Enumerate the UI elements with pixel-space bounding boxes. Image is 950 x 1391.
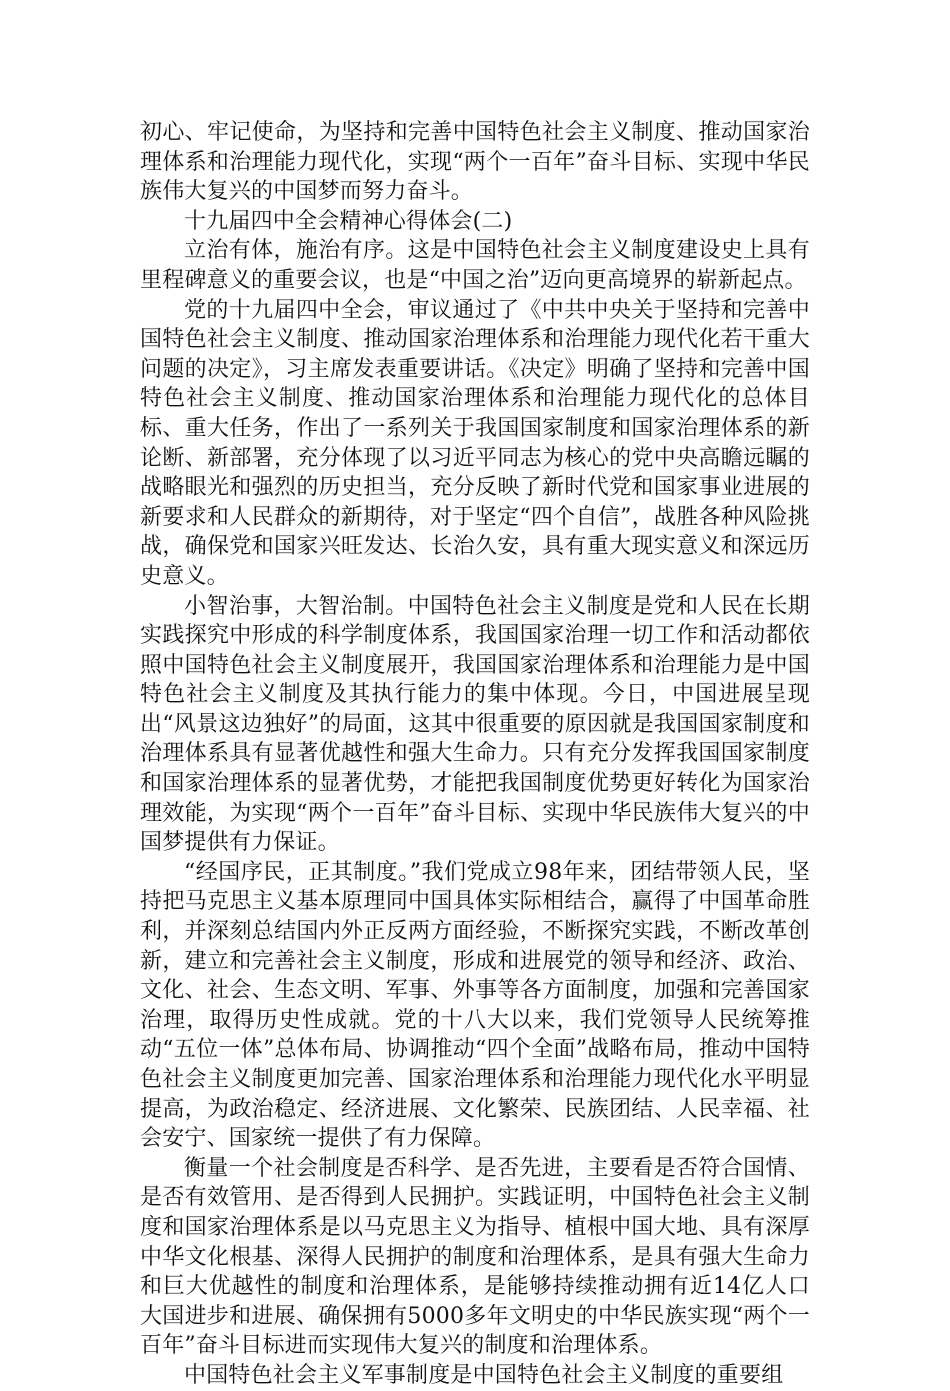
continuation-paragraph: 初心、牢记使命，为坚持和完善中国特色社会主义制度、推动国家治理体系和治理能力现代化，实现“两个一百年”奋斗目标、实现中华民族伟大复兴的中国梦而努力奋斗。 xyxy=(140,120,810,205)
paragraph: 立治有体，施治有序。这是中国特色社会主义制度建设史上具有里程碑意义的重要会议，也是“中国之治”迈向更高境界的崭新起点。 xyxy=(140,238,810,293)
paragraph: “经国序民，正其制度。”我们党成立98年来，团结带领人民，坚持把马克思主义基本原理同中国具体实际相结合，赢得了中国革命胜利，并深刻总结国内外正反两方面经验，不断探究实践，不断改革创新，建立和完善社会主义制度，形成和进展党的领导和经济、政治、文化、社会、生态文明、军事、外事等各方面制度，加强和完善国家治理，取得历史性成就。党的十八大以来，我们党领导人民统筹推动“五位一体”总体布局、协调推动“四个全面”战略布局，推动中国特色社会主义制度更加完善、国家治理体系和治理能力现代化水平明显提高，为政治稳定、经济进展、文化繁荣、民族团结、人民幸福、社会安宁、国家统一提供了有力保障。 xyxy=(140,859,810,1152)
section-title: 十九届四中全会精神心得体会(二) xyxy=(184,208,513,234)
paragraph: 衡量一个社会制度是否科学、是否先进，主要看是否符合国情、是否有效管用、是否得到人民拥护。实践证明，中国特色社会主义制度和国家治理体系是以马克思主义为指导、植根中国大地、具有深厚中华文化根基、深得人民拥护的制度和治理体系，是具有强大生命力和巨大优越性的制度和治理体系，是能够持续推动拥有近14亿人口大国进步和进展、确保拥有5000多年文明史的中华民族实现“两个一百年”奋斗目标进而实现伟大复兴的制度和治理体系。 xyxy=(140,1155,810,1359)
paragraph: 党的十九届四中全会，审议通过了《中共中央关于坚持和完善中国特色社会主义制度、推动国家治理体系和治理能力现代化若干重大问题的决定》，习主席发表重要讲话。《决定》明确了坚持和完善中国特色社会主义制度、推动国家治理体系和治理能力现代化的总体目标、重大任务，作出了一系列关于我国国家制度和国家治理体系的新论断、新部署，充分体现了以习近平同志为核心的党中央高瞻远瞩的战略眼光和强烈的历史担当，充分反映了新时代党和国家事业进展的新要求和人民群众的新期待，对于坚定“四个自信”，战胜各种风险挑战，确保党和国家兴旺发达、长治久安，具有重大现实意义和深远历史意义。 xyxy=(140,297,810,589)
document-body xyxy=(140,118,810,1391)
paragraph: 中国特色社会主义军事制度是中国特色社会主义制度的重要组 xyxy=(184,1362,784,1388)
paragraph: 小智治事，大智治制。中国特色社会主义制度是党和人民在长期实践探究中形成的科学制度体系，我国国家治理一切工作和活动都依照中国特色社会主义制度展开，我国国家治理体系和治理能力是中国特色社会主义制度及其执行能力的集中体现。今日，中国进展呈现出“风景这边独好”的局面，这其中很重要的原因就是我国国家制度和治理体系具有显著优越性和强大生命力。只有充分发挥我国国家制度和国家治理体系的显著优势，才能把我国制度优势更好转化为国家治理效能，为实现“两个一百年”奋斗目标、实现中华民族伟大复兴的中国梦提供有力保证。 xyxy=(140,593,810,856)
